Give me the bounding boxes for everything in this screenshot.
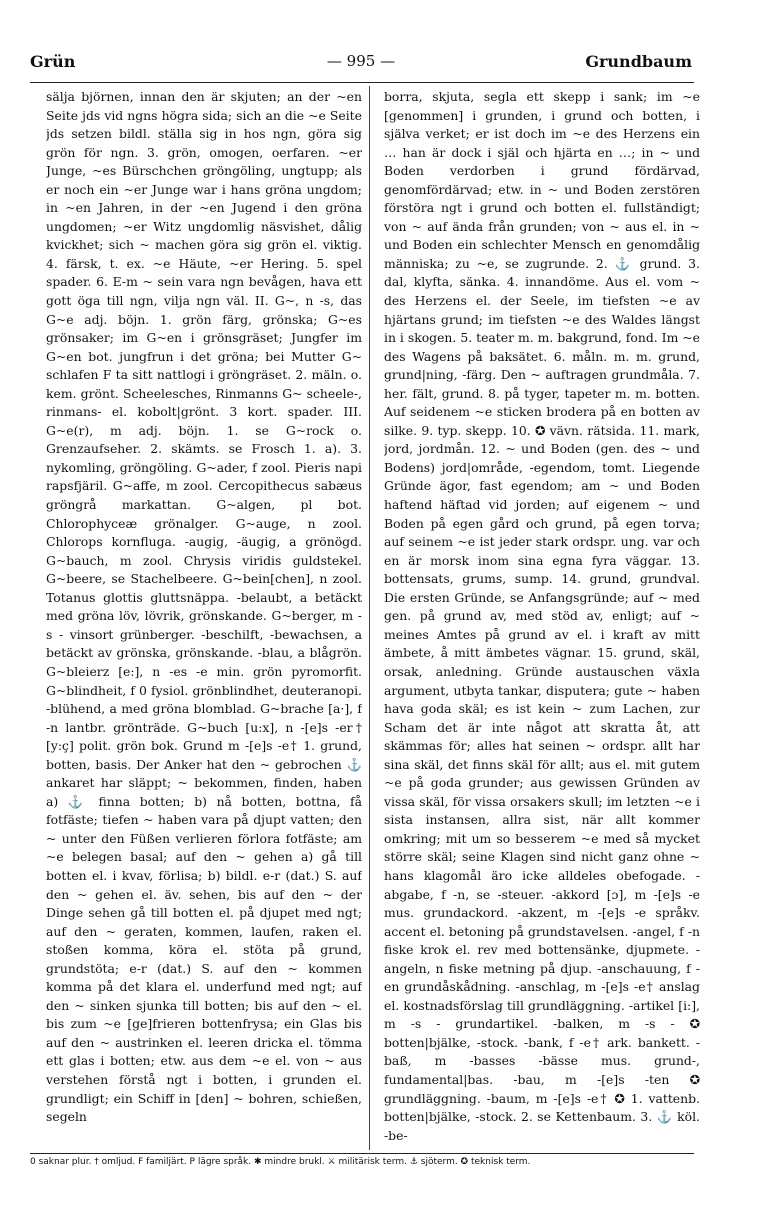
right-headword: Grundbaum — [585, 52, 692, 71]
left-column — [46, 88, 362, 1148]
right-column — [384, 88, 700, 1148]
column-divider — [369, 86, 370, 1150]
right-column-text: borra, skjuta, segla ett skepp i sank; im ~e [genommen] i grunden, i grund och botten, i själva verket; er ist doch im ~e des Herzens ein … han är dock i själ och hjärta en …; in ~ und Boden verdorben i grund fördärvad, genomfördärvad; etw. in ~ und Boden zerstören förstöra ngt i grund och botten el. fullständigt; von ~ auf ända från grunden; von ~ aus el. in ~ und Boden ein schlechter Mensch en genomdålig människa; zu ~e, se zugrunde. 2. ⚓ grund. 3. dal, klyfta, sänka. 4. innandöme. Aus el. vom ~ des Herzens el. der Seele, im tiefsten ~e av hjärtans grund; im tiefsten ~e des Waldes längst in i skogen. 5. teater m. m. bakgrund, fond. Im ~e des Wagens på baksätet. 6. måln. m. m. grund, grund|ning, -färg. Den ~ auftragen grundmåla. 7. her. fält, grund. 8. på tyger, tapeter m. m. botten. Auf seidenem ~e sticken brodera på en botten av silke. 9. typ. skepp. 10. ✪ vävn. rätsida. 11. mark, jord, jordmån. 12. ~ und Boden (gen. des ~ und Bodens) jord|område, -egendom, tomt. Liegende Gründe ägor, fast egendom; am ~ und Boden haftend häftad vid jorden; auf eigenem ~ und Boden på egen gård och grund, på egen torva; auf seinem ~e ist jeder stark ordspr. ung. var och en är morsk inom sina egna fyra väggar. 13. bottensats, grums, sump. 14. grund, grundval. Die ersten Gründe, se Anfangsgründe; auf ~ med gen. på grund av, med stöd av, enligt; auf ~ meines Amtes på grund av el. i kraft av mitt ämbete, å mitt ämbetes vägnar. 15. grund, skäl, orsak, anledning. Gründe austauschen växla argument, utbyta tankar, disputera; gute ~ haben hava goda skäl; es ist kein ~ zum Lachen, zur Scham det är inte något att skratta åt, att skämmas för; alles hat seinen ~ ordspr. allt har sina skäl, det finns skäl för allt; aus el. mit gutem ~e på goda grunder; aus gewissen Gründen av vissa skäl, för vissa orsakers skull; im letzten ~e i sista instansen, allra sist, när allt kommer omkring; mit um so besserem ~e med så mycket större skäl; seine Klagen sind nicht ganz ohne ~ hans klagomål äro icke alldeles obefogade. -abgabe, f -n, se -steuer. -akkord [ɔ], m -[e]s -e mus. grundackord. -akzent, m -[e]s -e språkv. accent el. betoning på grundstavelsen. -angel, f -n fiske krok el. rev med bottensänke, djupmete. -angeln, n fiske metning på djup. -anschauung, f -en grundåskådning. -anschlag, m -[e]s -e† anslag el. kostnadsförslag till grundläggning. -artikel [i:], m -s - grundartikel. -balken, m -s - ✪ botten|bjälke, -stock. -bank, f -e† ark. bankett. -baß, m -basses -bässe mus. grund-, fundamental|bas. -bau, m -[e]s -ten ✪ grundläggning. -baum, m -[e]s -e† ✪ 1. vattenb. botten|bjälke, -stock. 2. se Kettenbaum. 3. ⚓ köl. -be- — [384, 89, 700, 1143]
page-number: — 995 — — [326, 52, 396, 70]
footnote-rule — [30, 1153, 694, 1154]
left-headword: Grün — [30, 52, 76, 71]
page-header — [30, 52, 692, 80]
abbreviation-legend: 0 saknar plur. † omljud. F familjärt. P lägre språk. ✱ mindre brukl. ⚔ militärisk term. ⚓ sjöterm. ✪ teknisk term. — [30, 1157, 531, 1167]
header-rule — [30, 82, 694, 83]
left-column-text: sälja björnen, innan den är skjuten; an der ~en Seite jds vid ngns högra sida; sich an die ~e Seite jds setzen bildl. ställa sig in hos ngn, göra sig grön för ngn. 3. grön, omogen, oerfaren. ~er Junge, ~es Bürschchen gröngöling, ungtupp; als er noch ein ~er Junge war i hans gröna ungdom; in ~en Jahren, in der ~en Jugend i den gröna ungdomen; ~er Witz ungdomlig näsvishet, dålig kvickhet; sich ~ machen göra sig grön el. viktig. 4. färsk, t. ex. ~e Häute, ~er Hering. 5. spel spader. 6. E-m ~ sein vara ngn bevågen, hava ett gott öga till ngn, vilja ngn väl. II. G~, n -s, das G~e adj. böjn. 1. grön färg, grönska; G~es grönsaker; im G~en i grönsgräset; Jungfer im G~en bot. jungfrun i det gröna; bei Mutter G~ schlafen F ta sitt nattlogi i gröngräset. 2. mäln. o. kem. grönt. Scheelesches, Rinmanns G~ scheele-, rinmans- el. kobolt|grönt. 3 kort. spader. III. G~e(r), m adj. böjn. 1. se G~rock o. Grenzaufseher. 2. skämts. se Frosch 1. a). 3. nykomling, gröngöling. G~ader, f zool. Pieris napi rapsfjäril. G~affe, m zool. Cercopithecus sabæus gröngrå markattan. G~algen, pl bot. Chlorophyceæ grönalger. G~auge, n zool. Chlorops kornfluga. -augig, -äugig, a grönögd. G~bauch, m zool. Chrysis viridis guldstekel. G~beere, se Stachelbeere. G~bein[chen], n zool. Totanus glottis gluttsnäppa. -belaubt, a betäckt med gröna löv, lövrik, grönskande. G~berger, m -s - vinsort grünberger. -beschilft, -bewachsen, a betäckt av grönska, grönskande. -blau, a blågrön. G~bleierz [e:], n -es -e min. grön pyromorfit. G~blindheit, f 0 fysiol. grönblindhet, deuteranopi. -blühend, a med gröna blomblad. G~brache [a·], f -n lantbr. grönträde. G~buch [u:x], n -[e]s -er† [y:ç] polit. grön bok. Grund m -[e]s -e† 1. grund, botten, basis. Der Anker hat den ~ gebrochen ⚓ ankaret har släppt; ~ bekommen, finden, haben a) ⚓ finna botten; b) nå botten, bottna, få fotfäste; tiefen ~ haben vara på djupt vatten; den ~ unter den Füßen verlieren förlora fotfäste; am ~e belegen basal; auf den ~ gehen a) gå till botten el. i kvav, förlisa; b) bildl. e-r (dat.) S. auf den ~ gehen el. äv. sehen, bis auf den ~ der Dinge sehen gå till botten el. på djupet med ngt; auf den ~ geraten, kommen, laufen, raken el. stoßen komma, köra el. stöta på grund, grundstöta; e-r (dat.) S. auf den ~ kommen komma på det klara el. underfund med ngt; auf den ~ sinken sjunka till botten; bis auf den ~ el. bis zum ~e [ge]frieren bottenfrysa; ein Glas bis auf den ~ austrinken el. leeren dricka el. tömma ett glas i botten; etw. aus dem ~e el. von ~ aus verstehen förstå ngt i botten, i grunden el. grundligt; ein Schiff in [den] ~ bohren, schießen, segeln — [46, 89, 362, 1125]
